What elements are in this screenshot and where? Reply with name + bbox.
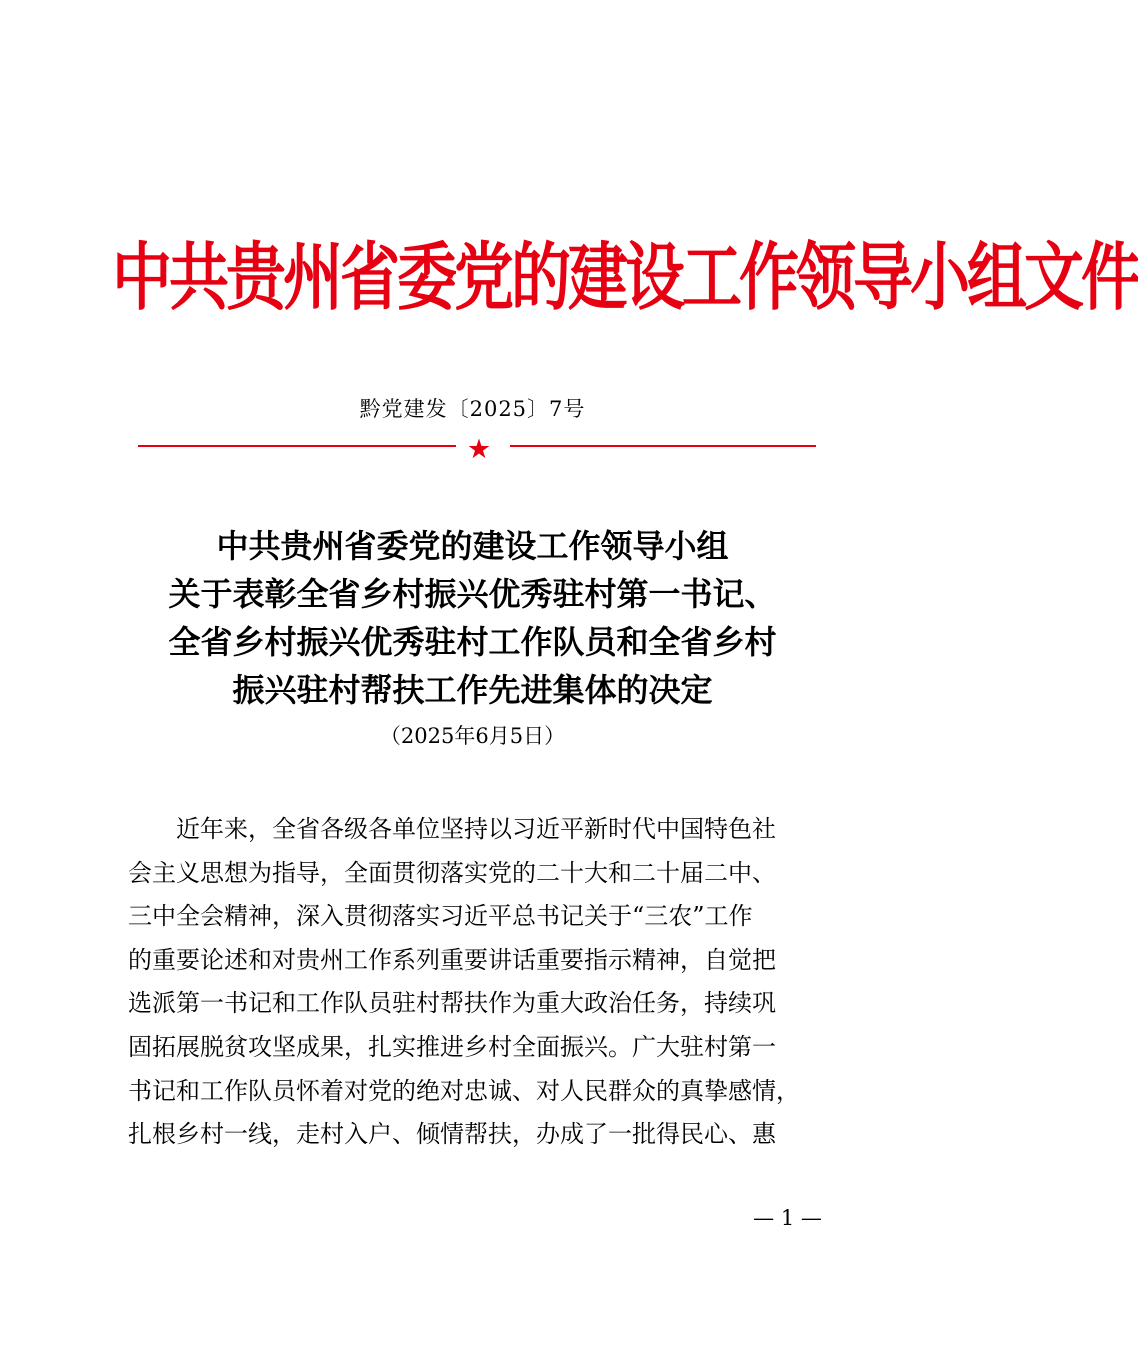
- body-line: 选派第一书记和工作队员驻村帮扶作为重大政治任务，持续巩: [128, 989, 776, 1018]
- body-line: 的重要论述和对贵州工作系列重要讲话重要指示精神，自觉把: [128, 945, 776, 974]
- red-rule-left: [138, 445, 456, 447]
- decision-title-line: 全省乡村振兴优秀驻村工作队员和全省乡村: [168, 623, 777, 661]
- body-line: 三中全会精神，深入贯彻落实习近平总书记关于“三农”工作: [128, 902, 753, 931]
- decision-date: （2025年6月5日）: [379, 724, 566, 748]
- decision-title-line: 关于表彰全省乡村振兴优秀驻村第一书记、: [168, 575, 777, 613]
- decision-title-line: 振兴驻村帮扶工作先进集体的决定: [232, 671, 713, 709]
- body-line: 固拓展脱贫攻坚成果，扎实推进乡村全面振兴。广大驻村第一: [128, 1032, 776, 1061]
- decision-title: [0, 522, 945, 714]
- decision-title-line: 中共贵州省委党的建设工作领导小组: [216, 527, 729, 565]
- document-number: 黔党建发〔2025〕7号: [359, 397, 586, 421]
- body-line: 书记和工作队员怀着对党的绝对忠诚、对人民群众的真挚感情，: [128, 1076, 800, 1105]
- body-paragraph: [128, 808, 830, 1157]
- issuer-title: 中共贵州省委党的建设工作领导小组文件: [112, 235, 1138, 321]
- body-line: 会主义思想为指导，全面贯彻落实党的二十大和二十届二中、: [128, 858, 776, 887]
- red-rule-right: [510, 445, 816, 447]
- body-line: 扎根乡村一线，走村入户、倾情帮扶，办成了一批得民心、惠: [128, 1120, 776, 1149]
- body-line: 近年来，全省各级各单位坚持以习近平新时代中国特色社: [176, 815, 776, 843]
- star-icon: ★: [466, 434, 492, 465]
- page-number: — 1 —: [753, 1206, 822, 1230]
